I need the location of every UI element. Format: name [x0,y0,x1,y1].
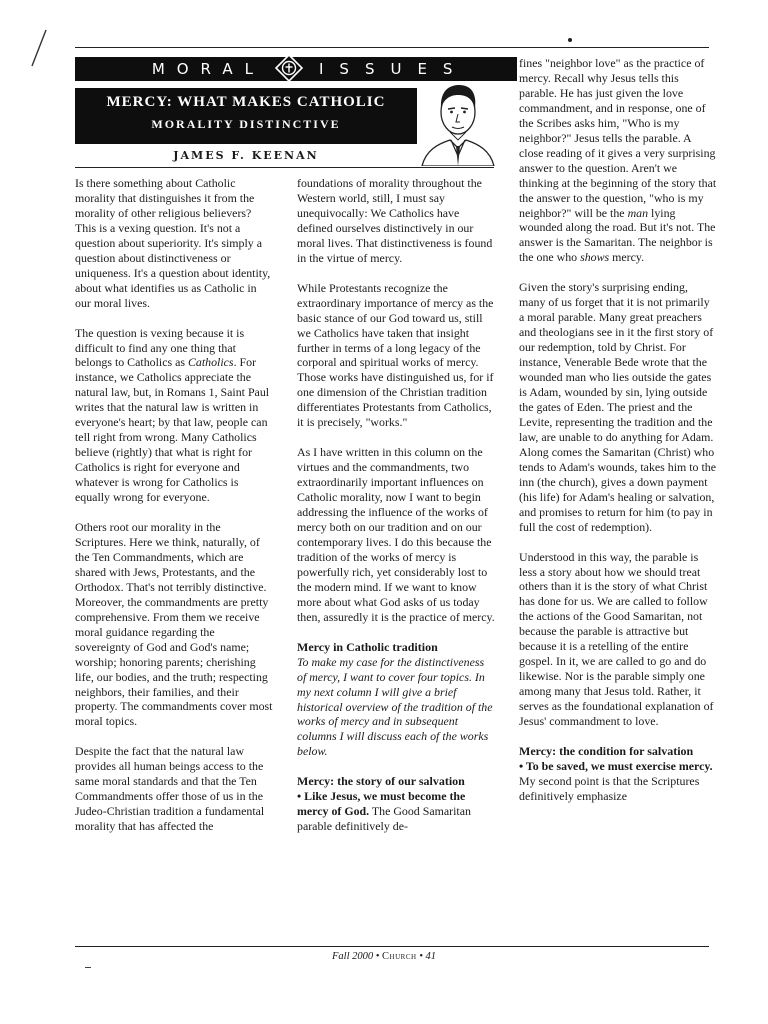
paragraph: foundations of morality throughout the Western world, still, I must say unequivocally: We Catholics have defined ourselves distinctively in our moral lives. That distinctiveness is found in the virtue of mercy. [297,176,493,265]
paragraph: Given the story's surprising ending, many of us forget that it is not primarily a moral parable. Many great preachers and theologians see in it the first story of our redemption, told by Christ. For instance, Venerable Bede wrote that the wounded man who lies outside the gates is Adam, wounded by sin, lying outside the gates of Eden. The priest and the Levite, representing the tradition and the law, are unable to do anything for Adam. Along comes the Samaritan (Christ) who tends to Adam's wounds, takes him to the inn (the church), gives a down payment (his life) for Adam's healing or salvation, and promises to return for him (to pay in full the cost of redemption). [519,280,717,534]
page-number: 41 [425,951,436,962]
section-heading: Mercy: the condition for salvation [519,743,694,758]
cross-emblem-icon [275,54,303,82]
paragraph-text: mercy. [609,250,645,265]
paragraph-text: My second point is that the Scriptures definitively emphasize [519,773,700,803]
article-title-line1: MERCY: WHAT MAKES CATHOLIC [106,94,386,110]
paragraph: Understood in this way, the parable is less a story about how we should treat others than it is the story of what Christ has done for us. We are called to follow the actions of the Good Samaritan, not because the parable is attractive but because it is a retelling of the entire gospel. In it, we are called to go and do likewise. Nor is the parable simply one among many that Jesus told. Rather, it serves as the foundational explanation of Jesus' commandment to love. [519,549,714,729]
stray-dot-mark [568,38,572,42]
header-rule [75,167,494,168]
article-title-line2: MORALITY DISTINCTIVE [151,117,341,131]
paragraph: Is there something about Catholic morality that distinguishes it from the morality of other religious believers? This is a vexing question. It's not a question about superiority. It's simply a question about distinctiveness or uniqueness. It's a question about identity, about what identifies us as Catholic in our moral lives. [75,176,271,310]
paragraph: Despite the fact that the natural law provides all human beings access to the same moral standards and that the Ten Commandments offer those of us in the Judeo-Christian tradition a fundamental morality that has affected the [75,744,265,834]
folio-separator: • [416,951,426,962]
folio-separator: • [373,951,383,962]
banner-word-moral: MORAL [151,60,265,78]
margin-tick-mark [85,967,91,968]
paragraph-text: fines "neighbor love" as the practice of mercy. Recall why Jesus tells this parable. He has just given the love commandment, and in response, one of the Scribes asks him, "Who is my neighbor?" Jesus tells the parable. A close reading of it gives a very surprising answer to the question. Aren't we thinking at the beginning of the story that the answer to the question, "who is my neighbor?" will be the [519,56,717,220]
paragraph-text: The Good Samaritan parable definitively de- [297,804,471,834]
paragraph: As I have written in this column on the virtues and the commandments, two extraordinarily important influences on Catholic morality, now I want to begin addressing the influence of the works of mercy both on our tradition and on our contemporary lives. I do this because the tradition of the works of mercy is powerfully rich, yet considerably lost to the modern mind. If we want to know more about what God asks of us today then, assuredly it is the practice of mercy. [297,445,495,624]
italic-note: To make my case for the distinctiveness of mercy, I want to cover four topics. In my next column I will give a brief historical overview of the tradition of the works of mercy and in subsequent columns I will discuss each of the works below. [297,654,493,759]
paragraph: While Protestants recognize the extraordinary importance of mercy as the basic stance of our God toward us, still we Catholics have taken that insight further in terms of a long legacy of the corporal and spiritual works of mercy. Those works have distinguished us, for if one dimension of the Christian tradition differentiates Protestants from Catholics, it is precisely, "works." [297,280,494,430]
emphasis-text: Catholics [187,355,234,370]
paragraph [297,789,495,834]
issue-season: Fall 2000 [331,951,374,962]
article-title-box [75,88,417,144]
text-column-right [519,56,717,804]
paragraph [519,56,717,265]
author-byline: JAMES F. KEENAN [173,149,319,162]
text-column-left [75,176,273,834]
bullet-lead: • To be saved, we must exercise mercy. [519,758,713,773]
paragraph: Others root our morality in the Scriptures. Here we think, naturally, of the Ten Commandments, which are shared with Jews, Protestants, and the Orthodox. That's not terribly distinctive. Moreover, the commandments are pretty comprehensive. From them we receive moral guidance regarding the sovereignty of God and God's name; worship; honoring parents; cherishing life, our bodies, and the truth; respecting neighbors, their families, and their property. The commandments cover most moral topics. [75,520,273,729]
pen-slash-mark [28,28,50,68]
section-heading: Mercy in Catholic tradition [297,639,438,654]
paragraph [75,326,273,505]
magazine-name: Church [382,951,417,962]
banner-word-issues: ISSUES [319,60,469,78]
text-column-middle [297,176,495,834]
top-rule [75,47,709,48]
paragraph-text: The question is vexing because it is difficult to find any one thing that belongs to Catholics as [75,325,245,370]
section-heading: Mercy: the story of our salvation [297,774,465,789]
paragraph-text: . For instance, we Catholics appreciate the natural law, but, in Romans 1, Saint Paul writes that the natural law is written in everyone's heart; by that law, people can tell right from wrong. Many Catholics believe (rightly) that what is right for Catholics is right for everyone and whatever is wrong for Catholics is equally wrong for everyone. [75,355,270,505]
emphasis-text: man [627,205,649,220]
paragraph-text: lying wounded along the road. But it's not. The answer is the Samaritan. The neighbor is the one who [519,205,716,265]
emphasis-text: shows [580,250,610,265]
page-folio [0,951,768,962]
paragraph [519,759,717,804]
footer-rule [75,946,709,947]
bullet-lead: • Like Jesus, we must become the mercy of God. [297,789,466,819]
author-portrait [420,76,496,166]
